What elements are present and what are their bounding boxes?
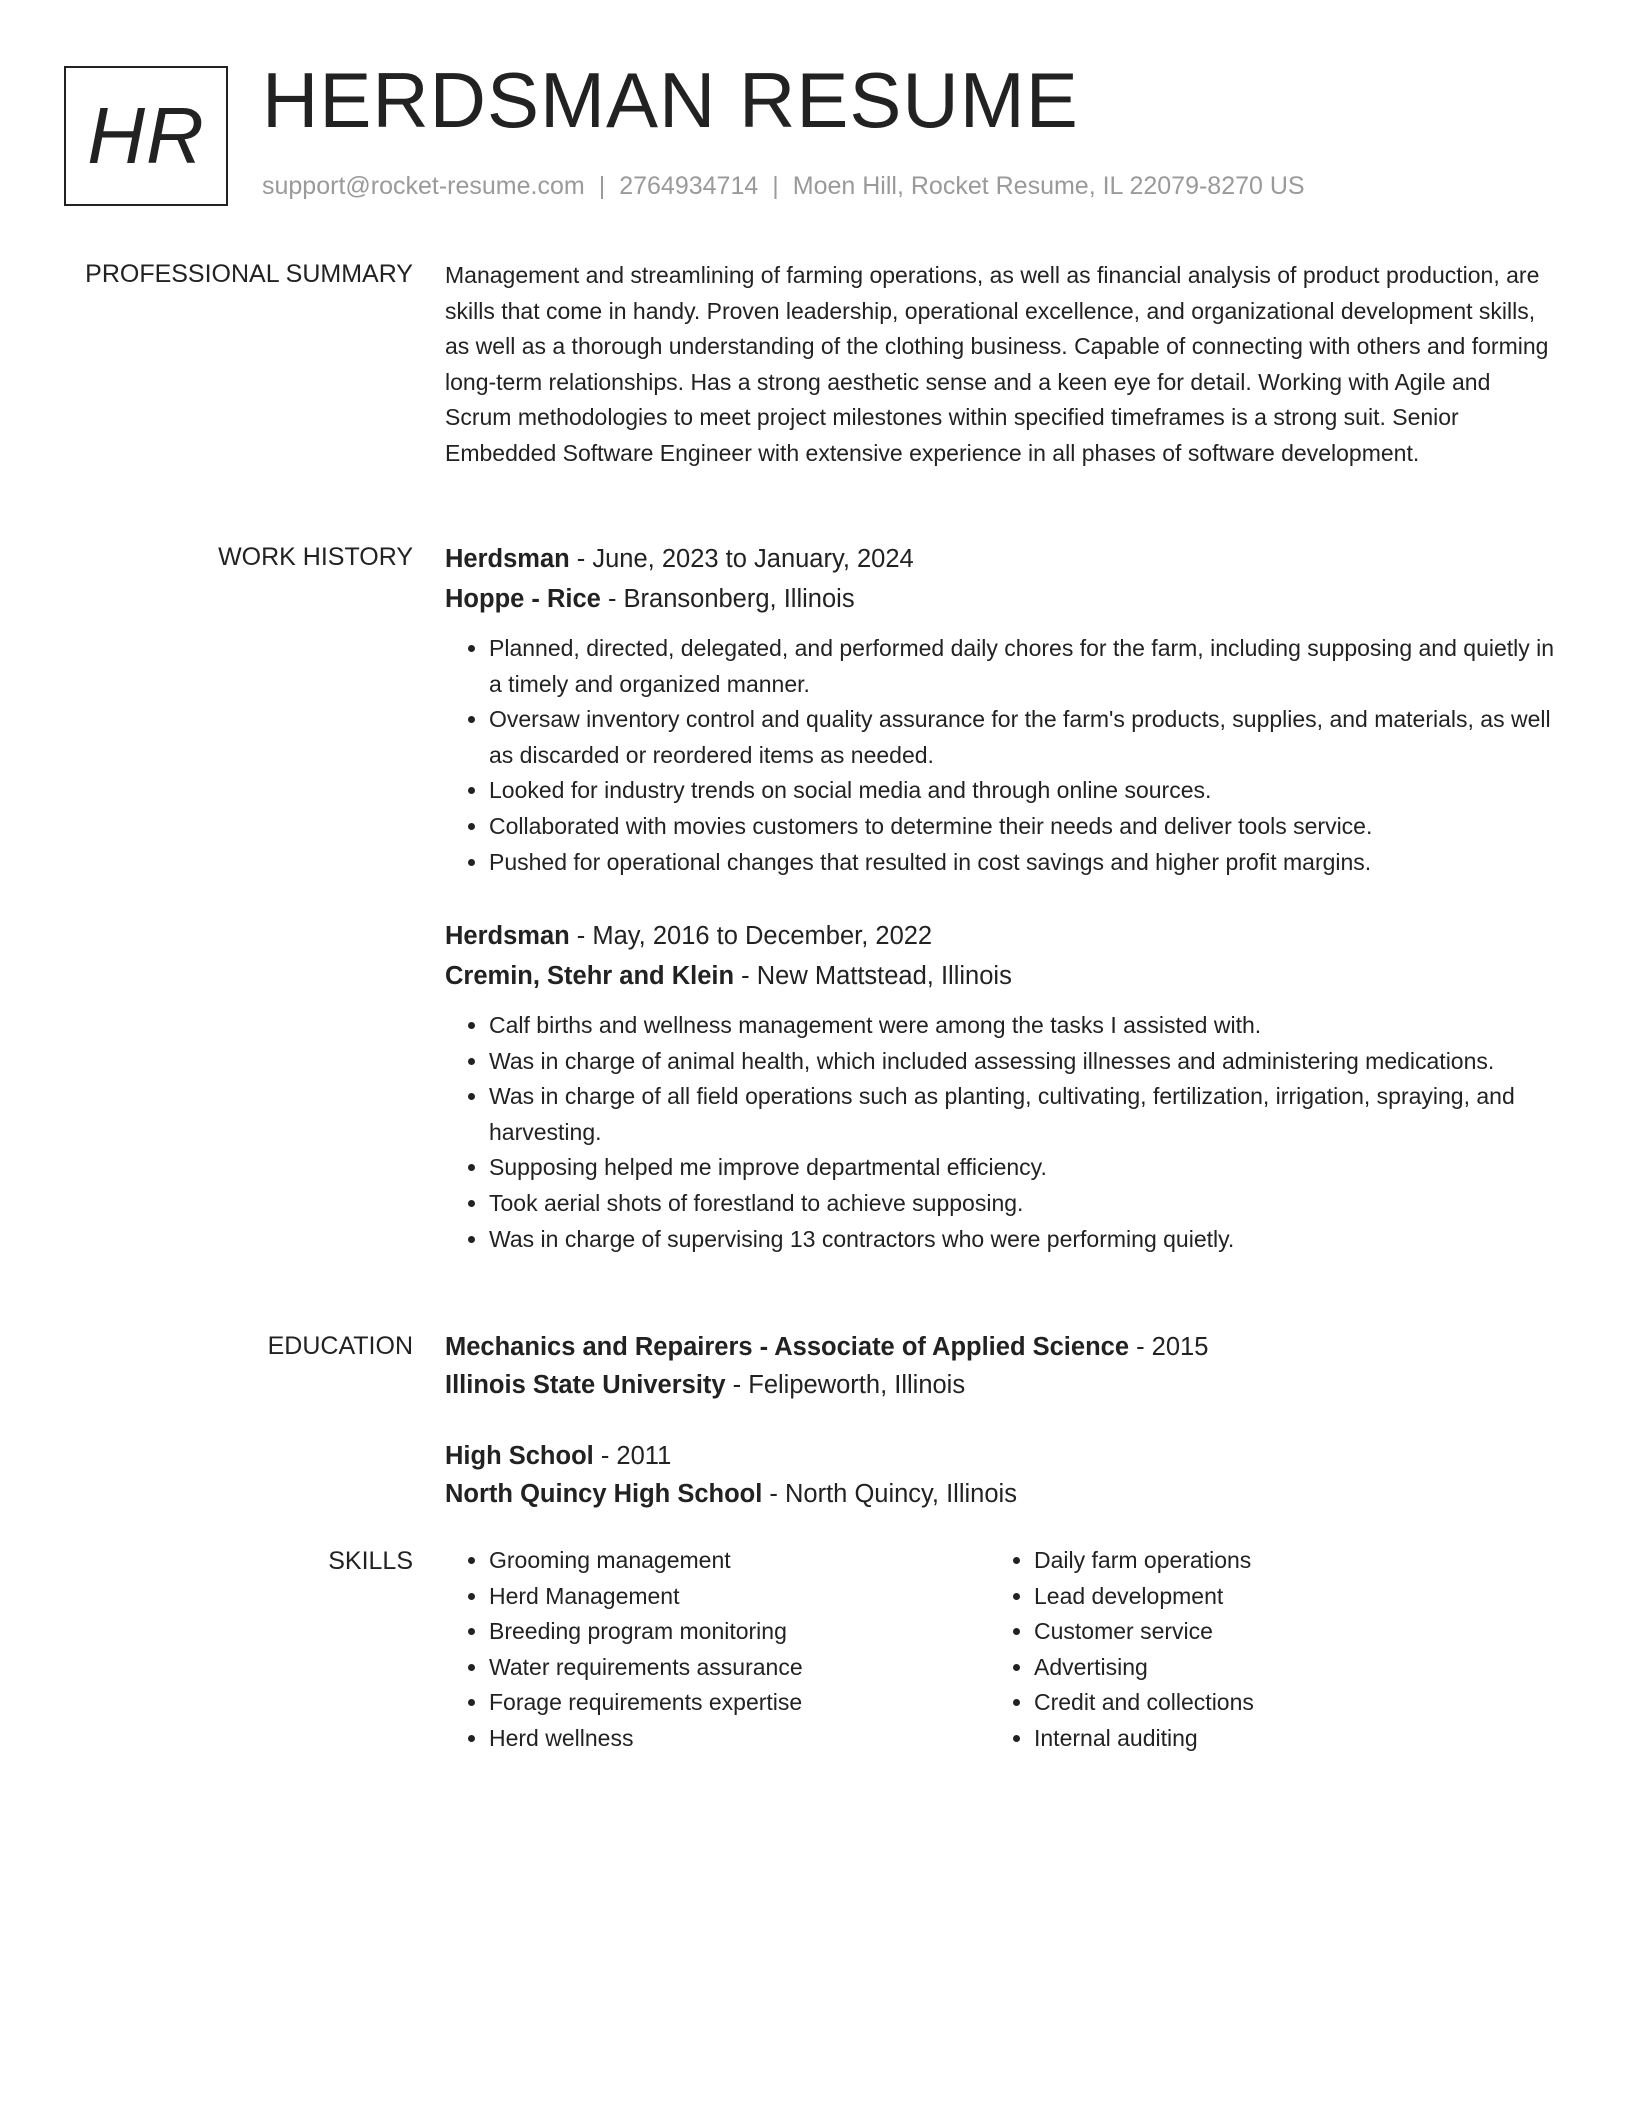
job-bullet: • Was in charge of animal health, which included assessing illnesses and administering medications.: [489, 1044, 1560, 1080]
section-label-education: EDUCATION: [267, 1332, 413, 1360]
job-bullet: • Supposing helped me improve departmental efficiency.: [489, 1150, 1560, 1186]
job-title: Herdsman: [445, 922, 570, 950]
job-entry: [445, 916, 1560, 1257]
education-degree-line: [445, 1437, 1560, 1475]
section-label-skills: SKILLS: [328, 1547, 413, 1575]
job-entry: [445, 539, 1560, 880]
job-bullet: • Looked for industry trends on social media and through online sources.: [489, 773, 1560, 809]
education-year: - 2011: [593, 1442, 672, 1470]
summary-body: [445, 258, 1560, 472]
job-title-line: [445, 539, 1560, 579]
skill-item: • Water requirements assurance: [489, 1650, 990, 1686]
education-degree-line: [445, 1328, 1560, 1366]
skill-item: • Herd Management: [489, 1579, 990, 1615]
education-entry: [445, 1437, 1560, 1513]
job-bullet: • Collaborated with movies customers to determine their needs and deliver tools service.: [489, 809, 1560, 845]
contact-address: Moen Hill, Rocket Resume, IL 22079-8270 US: [792, 172, 1305, 200]
job-company: Cremin, Stehr and Klein: [445, 962, 735, 990]
contact-email: support@rocket-resume.com: [262, 172, 585, 200]
skill-item: • Grooming management: [489, 1543, 990, 1579]
education-location: - Felipeworth, Illinois: [725, 1371, 966, 1399]
skills-columns: [445, 1543, 1560, 1757]
job-bullet: • Calf births and wellness management were among the tasks I assisted with.: [489, 1008, 1560, 1044]
skills-list: [990, 1543, 1535, 1757]
job-bullets: [445, 631, 1560, 880]
education-entry: [445, 1328, 1560, 1404]
contact-separator: |: [598, 172, 606, 200]
contact-line: [262, 172, 1305, 201]
section-label-summary: PROFESSIONAL SUMMARY: [85, 260, 413, 288]
skill-item: • Customer service: [1034, 1614, 1535, 1650]
job-dates: - May, 2016 to December, 2022: [569, 922, 933, 950]
job-company: Hoppe - Rice: [445, 585, 601, 613]
job-title: Herdsman: [445, 545, 570, 573]
education-degree: Mechanics and Repairers - Associate of Applied Science: [445, 1333, 1130, 1361]
resume-name: HERDSMAN RESUME: [262, 56, 1079, 144]
job-bullet: • Oversaw inventory control and quality assurance for the farm's products, supplies, and materials, as well as discarded or reordered items as needed.: [489, 702, 1560, 773]
education-body: [445, 1328, 1560, 1508]
skill-item: • Forage requirements expertise: [489, 1685, 990, 1721]
contact-separator: |: [772, 172, 779, 200]
job-location: - Bransonberg, Illinois: [600, 585, 855, 613]
summary-text: Management and streamlining of farming operations, as well as financial analysis of product production, are skills that come in handy. Proven leadership, operational excellence, and organizational development skills, as well as a thorough understanding of the clothing business. Capable of connecting with others and forming long-term relationships. Has a strong aesthetic sense and a keen eye for detail. Working with Agile and Scrum methodologies to meet project milestones within specified timeframes is a strong suit. Senior Embedded Software Engineer with extensive experience in all phases of software development.: [445, 262, 1549, 466]
job-title-line: [445, 916, 1560, 956]
skills-column-right: [990, 1543, 1535, 1757]
skill-item: • Lead development: [1034, 1579, 1535, 1615]
skill-item: • Breeding program monitoring: [489, 1614, 990, 1650]
job-company-line: [445, 579, 1560, 619]
job-bullet: • Planned, directed, delegated, and performed daily chores for the farm, including supposing and quietly in a timely and organized manner.: [489, 631, 1560, 702]
contact-phone: 2764934714: [619, 172, 759, 200]
skills-body: [445, 1543, 1560, 1757]
skill-item: • Advertising: [1034, 1650, 1535, 1686]
education-location: - North Quincy, Illinois: [762, 1480, 1017, 1508]
skills-column-left: [445, 1543, 990, 1757]
job-location: - New Mattstead, Illinois: [734, 962, 1012, 990]
education-school-line: [445, 1366, 1560, 1404]
work-history-body: [445, 539, 1560, 1252]
job-bullet: • Pushed for operational changes that resulted in cost savings and higher profit margins.: [489, 845, 1560, 881]
skill-item: • Internal auditing: [1034, 1721, 1535, 1757]
job-bullets: [445, 1008, 1560, 1257]
education-school: North Quincy High School: [445, 1480, 763, 1508]
job-company-line: [445, 956, 1560, 996]
education-degree: High School: [445, 1442, 594, 1470]
job-bullet: • Was in charge of all field operations such as planting, cultivating, fertilization, irrigation, spraying, and harvesting.: [489, 1079, 1560, 1150]
skill-item: • Credit and collections: [1034, 1685, 1535, 1721]
monogram-logo: HR: [64, 66, 228, 206]
skill-item: • Herd wellness: [489, 1721, 990, 1757]
skills-list: [445, 1543, 990, 1757]
section-label-work-history: WORK HISTORY: [218, 543, 413, 571]
job-dates: - June, 2023 to January, 2024: [569, 545, 914, 573]
education-school: Illinois State University: [445, 1371, 726, 1399]
education-school-line: [445, 1475, 1560, 1513]
education-year: - 2015: [1129, 1333, 1209, 1361]
job-bullet: • Was in charge of supervising 13 contractors who were performing quietly.: [489, 1222, 1560, 1258]
job-bullet: • Took aerial shots of forestland to achieve supposing.: [489, 1186, 1560, 1222]
skill-item: • Daily farm operations: [1034, 1543, 1535, 1579]
